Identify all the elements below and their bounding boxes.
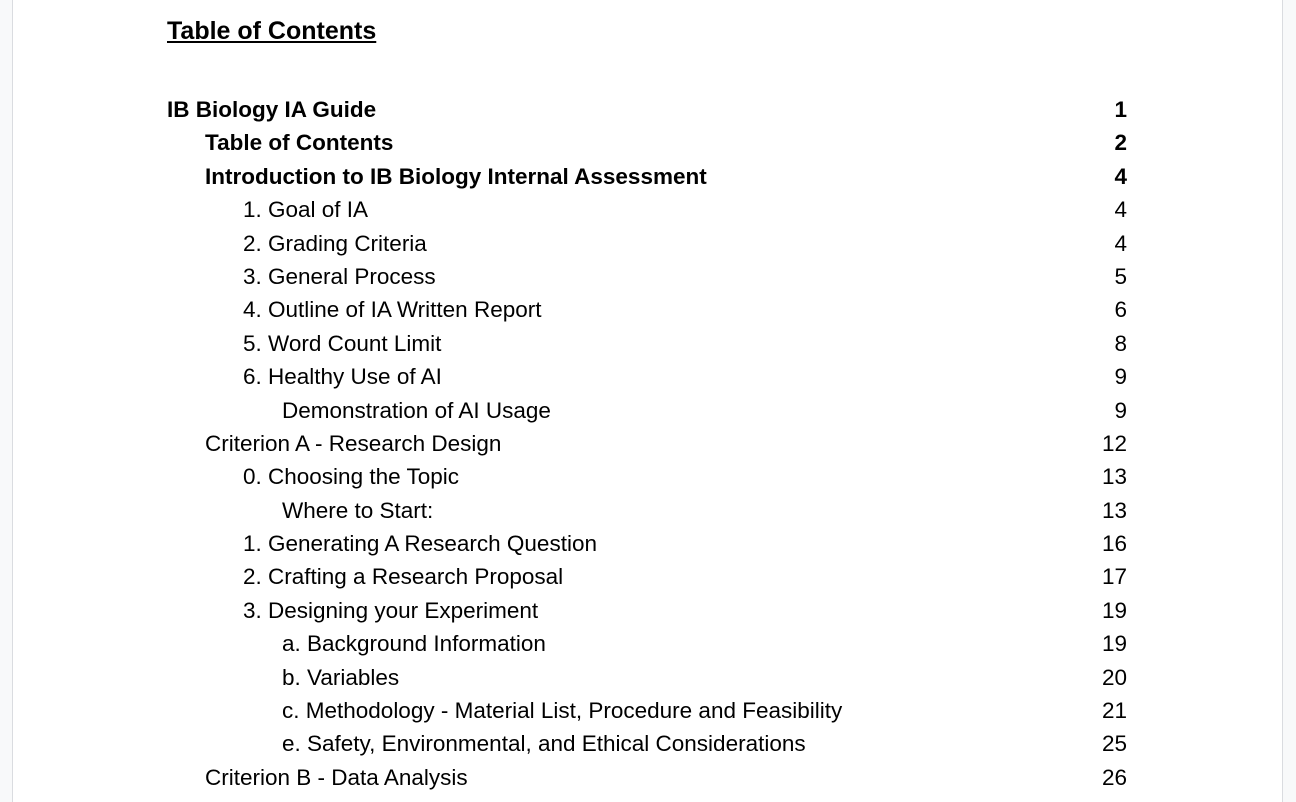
toc-page-number: 16 (1101, 531, 1127, 557)
document-page (12, 0, 1283, 802)
toc-entry (13, 193, 1282, 226)
toc-entry (13, 126, 1282, 159)
toc-page-number: 20 (1101, 664, 1127, 690)
toc-entry-link[interactable]: 4. Outline of IA Written Report (243, 297, 542, 323)
toc-page-number: 1 (1114, 97, 1127, 122)
toc-entry-link[interactable]: 6. Healthy Use of AI (243, 364, 442, 390)
toc-entry (13, 93, 1282, 126)
toc-entry-link[interactable]: 3. General Process (243, 263, 436, 289)
toc-entry (13, 160, 1282, 193)
toc-entry-link[interactable]: c. Methodology - Material List, Procedure and Feasibility (282, 698, 843, 724)
toc-entry-link[interactable]: 2. Crafting a Research Proposal (243, 564, 564, 590)
toc-entry-link[interactable]: e. Safety, Environmental, and Ethical Considerations (282, 731, 806, 757)
toc-entry-link[interactable]: 0. Choosing the Topic (243, 464, 459, 490)
toc-page-number: 19 (1101, 597, 1127, 623)
toc-list (13, 93, 1282, 794)
toc-page-number: 13 (1101, 464, 1127, 490)
toc-page-number: 9 (1114, 397, 1127, 423)
toc-page-number: 19 (1101, 631, 1127, 657)
toc-entry-link[interactable]: IB Biology IA Guide (167, 97, 377, 122)
toc-entry (13, 260, 1282, 293)
toc-entry-link[interactable]: b. Variables (282, 664, 400, 690)
toc-page-number: 26 (1101, 764, 1127, 790)
toc-page-number: 4 (1114, 197, 1127, 223)
toc-entry (13, 560, 1282, 593)
toc-entry-link[interactable]: 1. Goal of IA (243, 197, 369, 223)
toc-page-number: 25 (1101, 731, 1127, 757)
toc-entry-link[interactable]: Where to Start: (282, 497, 434, 523)
toc-page-number: 12 (1101, 430, 1127, 456)
toc-entry (13, 661, 1282, 694)
toc-entry (13, 460, 1282, 493)
toc-page-number: 4 (1114, 163, 1127, 189)
toc-entry (13, 293, 1282, 326)
toc-page-number: 21 (1101, 698, 1127, 724)
toc-entry-link[interactable]: Introduction to IB Biology Internal Assessment (205, 163, 707, 189)
toc-page-number: 13 (1101, 497, 1127, 523)
toc-entry-link[interactable]: Demonstration of AI Usage (282, 397, 551, 423)
toc-entry (13, 394, 1282, 427)
toc-entry (13, 427, 1282, 460)
toc-entry (13, 627, 1282, 660)
toc-page-number: 4 (1114, 230, 1127, 256)
toc-page-number: 17 (1101, 564, 1127, 590)
toc-heading: Table of Contents (167, 17, 377, 45)
toc-page-number: 9 (1114, 364, 1127, 390)
toc-entry (13, 527, 1282, 560)
toc-entry-link[interactable]: Criterion A - Research Design (205, 430, 502, 456)
toc-page-number: 2 (1114, 130, 1127, 156)
toc-entry (13, 360, 1282, 393)
toc-page-number: 6 (1114, 297, 1127, 323)
toc-page-number: 8 (1114, 330, 1127, 356)
toc-page-number: 5 (1114, 263, 1127, 289)
toc-entry (13, 761, 1282, 794)
toc-entry-link[interactable]: 1. Generating A Research Question (243, 531, 597, 557)
toc-entry-link[interactable]: 2. Grading Criteria (243, 230, 427, 256)
toc-entry (13, 327, 1282, 360)
toc-entry (13, 694, 1282, 727)
toc-entry-link[interactable]: Table of Contents (205, 130, 394, 156)
toc-entry (13, 727, 1282, 760)
toc-entry (13, 494, 1282, 527)
toc-entry-link[interactable]: Criterion B - Data Analysis (205, 764, 468, 790)
toc-entry (13, 227, 1282, 260)
toc-entry-link[interactable]: a. Background Information (282, 631, 546, 657)
toc-entry-link[interactable]: 5. Word Count Limit (243, 330, 442, 356)
toc-entry (13, 594, 1282, 627)
toc-entry-link[interactable]: 3. Designing your Experiment (243, 597, 539, 623)
